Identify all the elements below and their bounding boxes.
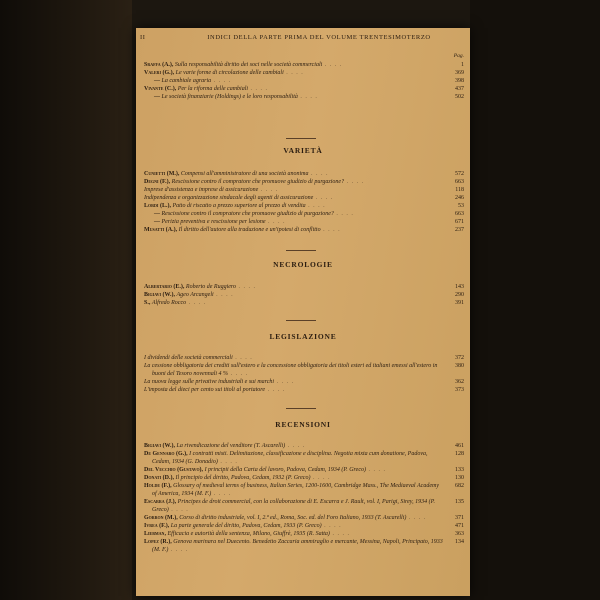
- entry-page-number: 128: [455, 451, 464, 457]
- entry-title: La cessione obbligatoria dei crediti sull'estero e la concessione obbligatoria dei titoli esteri ed italiani emessi all'estero in buoni del Tesoro novennali 4 %: [144, 363, 438, 377]
- index-entry: [136, 354, 470, 362]
- leader-dots: . . . .: [366, 467, 386, 473]
- leader-dots: . . . .: [168, 547, 189, 553]
- leader-dots: . . . .: [333, 211, 354, 217]
- leader-dots: . . . .: [285, 443, 306, 449]
- entry-title: I dividendi delle società commerciali: [144, 355, 233, 361]
- index-entry: [136, 514, 470, 522]
- entry-title: Principes de droit commercial, con la collaborazione di E. Escarra e J. Rault, vol. I, Parigi, Sirey, 1934 (P. Greco): [152, 499, 436, 513]
- index-entry: [136, 283, 470, 291]
- leader-dots: . . . .: [329, 531, 350, 537]
- leader-dots: . . . .: [217, 459, 238, 465]
- entry-author: Valeri (G.),: [144, 70, 175, 76]
- entry-title: La parte generale del diritto, Padova, Cedam, 1933 (P. Greco): [170, 523, 322, 529]
- entry-page-number: 237: [455, 227, 464, 233]
- section-title-varieta: VARIETÀ: [283, 146, 323, 155]
- index-entry: [136, 291, 470, 299]
- entry-author: —: [154, 211, 160, 217]
- leader-dots: . . . .: [322, 62, 343, 68]
- leader-dots: . . . .: [305, 203, 326, 209]
- index-entry: [136, 61, 470, 69]
- entry-title: Imprese d'assistenza e imprese di assicurazione: [144, 187, 259, 193]
- entry-title: Glossary of medieval terms of business, Italian Series, 1200-1600, Cambridge Mass., The Mediaeval Academy of America, 1934 (M. F.): [152, 483, 439, 497]
- entry-author: Ivrea (F.),: [144, 523, 170, 529]
- entry-author: Lordi (L.),: [144, 203, 171, 209]
- entry-author: Degni (F.),: [144, 179, 171, 185]
- top-entry-list: [136, 61, 470, 101]
- index-entry: [136, 299, 470, 307]
- index-entry: [136, 450, 470, 466]
- index-entry: [136, 226, 470, 234]
- entry-page-number: 682: [455, 483, 464, 489]
- entry-author: Escarra (J.),: [144, 499, 177, 505]
- entry-page-number: 363: [455, 531, 464, 537]
- leader-dots: . . . .: [313, 195, 334, 201]
- entry-page-number: 391: [455, 300, 464, 306]
- entry-title: I principii della Carta del lavoro, Padova, Cedam, 1934 (P. Greco): [204, 467, 366, 473]
- entry-page-number: 502: [455, 94, 464, 100]
- entry-page-number: 135: [455, 499, 464, 505]
- leader-dots: . . . .: [168, 507, 189, 513]
- divider: [286, 250, 316, 251]
- entry-author: Cunietti (M.),: [144, 171, 180, 177]
- entry-page-number: 671: [455, 219, 464, 225]
- leader-dots: . . . .: [211, 491, 232, 497]
- leader-dots: . . . .: [186, 300, 207, 306]
- entry-author: —: [154, 78, 160, 84]
- index-entry: [136, 69, 470, 77]
- entry-page-number: 246: [455, 195, 464, 201]
- entry-page-number: 373: [455, 387, 464, 393]
- index-entry: [136, 386, 470, 394]
- entry-author: Holde (F.),: [144, 483, 172, 489]
- leader-dots: . . . .: [258, 187, 279, 193]
- pag-label: Pag.: [453, 53, 464, 59]
- entry-author: —: [154, 94, 160, 100]
- divider: [286, 320, 316, 321]
- entry-page-number: 380: [455, 363, 464, 369]
- leader-dots: . . . .: [320, 227, 341, 233]
- index-entry: [136, 482, 470, 498]
- index-entry: [136, 210, 470, 218]
- entry-title: Efficacia e autorità della sentenza, Milano, Giuffrè, 1935 (R. Satta): [167, 531, 330, 537]
- entry-title: La nuova legge sulle privative industriali e sui marchi: [144, 379, 275, 385]
- entry-page-number: 372: [455, 355, 464, 361]
- entry-author: Sraffa (A.),: [144, 62, 174, 68]
- entry-author: Bigiavi (W.),: [144, 443, 175, 449]
- index-entry: [136, 378, 470, 386]
- index-entry: [136, 466, 470, 474]
- entry-title: Roberto de Ruggiero: [185, 284, 237, 290]
- index-entry: [136, 194, 470, 202]
- leader-dots: . . . .: [308, 171, 329, 177]
- index-entry: [136, 474, 470, 482]
- entry-title: Le varie forme di circolazione delle cambiali: [175, 70, 284, 76]
- entry-page-number: 290: [455, 292, 464, 298]
- index-entry: [136, 202, 470, 210]
- entry-page-number: 572: [455, 171, 464, 177]
- leader-dots: . . . .: [297, 94, 318, 100]
- section-title-legislazione: LEGISLAZIONE: [269, 332, 337, 341]
- leader-dots: . . . .: [228, 371, 249, 377]
- leader-dots: . . . .: [265, 219, 286, 225]
- entry-page-number: 461: [455, 443, 464, 449]
- entry-title: Il principio del diritto, Padova, Cedam, 1932 (P. Greco): [175, 475, 311, 481]
- leader-dots: . . . .: [274, 379, 295, 385]
- entry-title: Patto di riscatto a prezzo superiore al prezzo di vendita: [172, 203, 306, 209]
- leader-dots: . . . .: [236, 284, 257, 290]
- entry-title: L'imposta del dieci per cento sui titoli al portatore: [144, 387, 266, 393]
- leader-dots: . . . .: [211, 78, 232, 84]
- entry-title: Corso di diritto industriale, vol. I, 2.ª ed., Roma, Soc. ed. del Foro Italiano, 1933 (T. Ascarelli): [179, 515, 407, 521]
- index-entry: [136, 530, 470, 538]
- section-title-necrologie: NECROLOGIE: [273, 260, 333, 269]
- entry-page-number: 1: [461, 62, 464, 68]
- leader-dots: . . . .: [321, 523, 342, 529]
- divider: [286, 408, 316, 409]
- leader-dots: . . . .: [344, 179, 365, 185]
- index-entry: [136, 498, 470, 514]
- entry-title: Alfredo Rocco: [151, 300, 187, 306]
- entry-page-number: 663: [455, 211, 464, 217]
- book-spine-shadow: [0, 0, 132, 600]
- leader-dots: . . . .: [213, 292, 234, 298]
- leader-dots: . . . .: [283, 70, 304, 76]
- entry-author: Liebman,: [144, 531, 166, 537]
- entry-page-number: 437: [455, 86, 464, 92]
- leader-dots: . . . .: [310, 475, 331, 481]
- entry-title: Genova marinara nel Duecento. Benedetto Zaccaria ammiraglio e mercante, Messina, Napoli, Principato, 1933 (M. F.): [152, 539, 443, 553]
- entry-title: Rescissione contro il compratore che promuove giudizio di purgazione?: [171, 179, 345, 185]
- entry-author: Del Vecchio (Gustavo),: [144, 467, 204, 473]
- entry-page-number: 398: [455, 78, 464, 84]
- entry-page-number: 53: [458, 203, 464, 209]
- entry-author: Musatti (A.),: [144, 227, 178, 233]
- page-number: II: [140, 34, 146, 41]
- legislazione-entry-list: [136, 354, 470, 394]
- entry-title: Il diritto dell'autore alla traduzione e un'ipotesi di conflitto: [178, 227, 321, 233]
- entry-page-number: 118: [455, 187, 464, 193]
- leader-dots: . . . .: [232, 355, 253, 361]
- book-page: [136, 28, 470, 596]
- entry-author: Gorron (M.),: [144, 515, 178, 521]
- index-entry: [136, 170, 470, 178]
- entry-page-number: 133: [455, 467, 464, 473]
- running-title: INDICI DELLA PARTE PRIMA DEL VOLUME TRENTESIMOTERZO: [207, 34, 431, 41]
- entry-title: La cambiale agraria: [161, 78, 212, 84]
- leader-dots: . . . .: [248, 86, 269, 92]
- entry-page-number: 130: [455, 475, 464, 481]
- entry-title: Indipendenza e organizzazione sindacale degli agenti di assicurazione: [144, 195, 314, 201]
- entry-author: Albertario (E.),: [144, 284, 185, 290]
- entry-title: Ageo Arcangeli: [176, 292, 214, 298]
- entry-title: Le società finanziarie (Holdings) e le loro responsabilità: [161, 94, 298, 100]
- entry-author: Vivante (C.),: [144, 86, 177, 92]
- entry-title: Perizia preventiva e rescissione per lesione: [161, 219, 266, 225]
- divider: [286, 138, 316, 139]
- entry-author: De Gennaro (G.),: [144, 451, 188, 457]
- entry-author: Lopez (R.),: [144, 539, 172, 545]
- entry-author: Donati (D.),: [144, 475, 174, 481]
- entry-title: Sulla responsabilità diritto dei soci nelle società commerciali: [174, 62, 323, 68]
- index-entry: [136, 77, 470, 85]
- index-entry: [136, 442, 470, 450]
- entry-title: Rescissione contro il compratore che promuove giudizio di purgazione?: [161, 211, 334, 217]
- varieta-entry-list: [136, 170, 470, 234]
- entry-title: Per la riforma delle cambiali: [177, 86, 249, 92]
- background-shadow: [470, 0, 600, 600]
- entry-page-number: 663: [455, 179, 464, 185]
- index-entry: [136, 186, 470, 194]
- index-entry: [136, 93, 470, 101]
- index-entry: [136, 85, 470, 93]
- entry-page-number: 362: [455, 379, 464, 385]
- entry-page-number: 134: [455, 539, 464, 545]
- entry-title: La rivendicazione del venditore (T. Ascarelli): [176, 443, 286, 449]
- index-entry: [136, 362, 470, 378]
- entry-author: —: [154, 219, 160, 225]
- section-title-recensioni: RECENSIONI: [275, 420, 331, 429]
- entry-page-number: 371: [455, 515, 464, 521]
- index-entry: [136, 218, 470, 226]
- entry-page-number: 369: [455, 70, 464, 76]
- entry-author: S.,: [144, 300, 151, 306]
- recensioni-entry-list: [136, 442, 470, 554]
- index-entry: [136, 178, 470, 186]
- entry-title: Compensi all'amministratore di una società anonima: [180, 171, 309, 177]
- entry-page-number: 471: [455, 523, 464, 529]
- leader-dots: . . . .: [406, 515, 427, 521]
- entry-page-number: 143: [455, 284, 464, 290]
- necrologie-entry-list: [136, 283, 470, 307]
- entry-author: Bigiavi (W.),: [144, 292, 175, 298]
- leader-dots: . . . .: [265, 387, 286, 393]
- index-entry: [136, 522, 470, 530]
- index-entry: [136, 538, 470, 554]
- entry-title: I contratti misti. Delimitazione, classificazione e disciplina. Negotia mixta cum donatione, Padova, Cedam, 1934 (G. Donadio): [152, 451, 428, 465]
